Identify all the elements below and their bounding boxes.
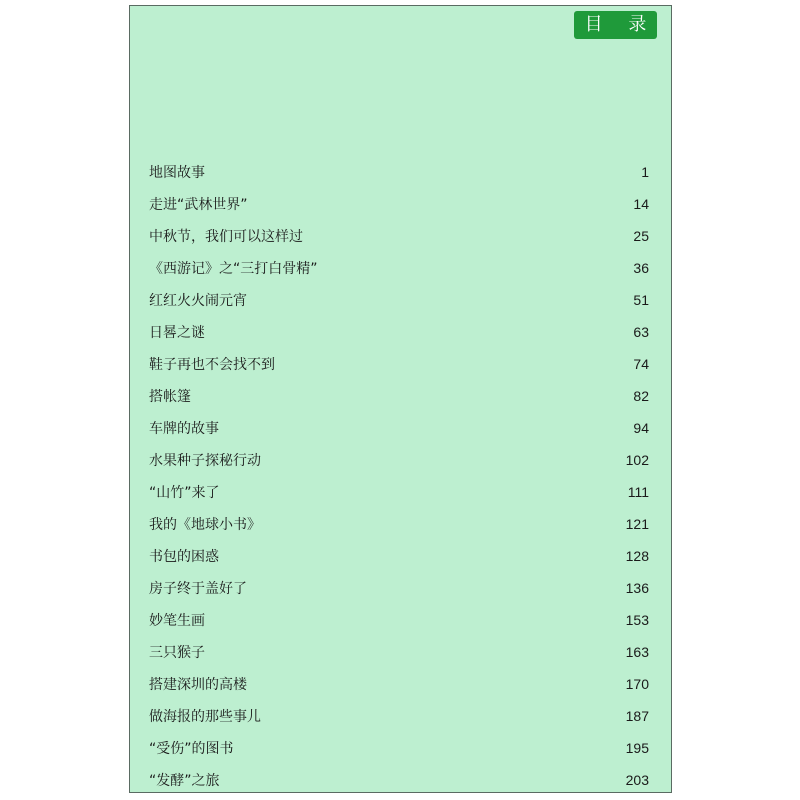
toc-entry[interactable] (149, 220, 649, 252)
toc-entry-page: 82 (633, 388, 649, 404)
toc-entry-page: 63 (633, 324, 649, 340)
toc-entry-title: 《西游记》之“三打白骨精” (149, 261, 318, 277)
toc-entry-page: 36 (633, 260, 649, 276)
toc-entry-page: 51 (633, 292, 649, 308)
toc-entry-title: “山竹”来了 (149, 485, 220, 501)
toc-entry-page: 14 (633, 196, 649, 212)
toc-entry-title: 车牌的故事 (149, 421, 219, 437)
toc-entry[interactable] (149, 348, 649, 380)
toc-entry[interactable] (149, 508, 649, 540)
toc-entry[interactable] (149, 380, 649, 412)
toc-entry-title: 中秋节，我们可以这样过 (149, 229, 303, 245)
toc-entry-page: 170 (625, 676, 649, 692)
toc-entry-page: 94 (633, 420, 649, 436)
toc-entry[interactable] (149, 156, 649, 188)
toc-entry-title: “发酵”之旅 (149, 773, 220, 789)
toc-entry[interactable] (149, 412, 649, 444)
toc-entry-title: 红红火火闹元宵 (149, 293, 247, 309)
toc-entry-title: 搭建深圳的高楼 (149, 677, 247, 693)
toc-entry-page: 136 (625, 580, 649, 596)
toc-entry-page: 1 (641, 164, 649, 180)
toc-entry[interactable] (149, 284, 649, 316)
toc-entry-title: 水果种子探秘行动 (149, 453, 261, 469)
contents-heading: 目 录 (574, 11, 657, 39)
toc-entry-page: 111 (627, 484, 649, 500)
toc-entry[interactable] (149, 540, 649, 572)
toc-entry[interactable] (149, 476, 649, 508)
toc-entry-page: 74 (633, 356, 649, 372)
toc-entry[interactable] (149, 732, 649, 764)
toc-entry-page: 102 (625, 452, 649, 468)
toc-entry[interactable] (149, 188, 649, 220)
toc-entry-page: 203 (625, 772, 649, 788)
toc-entry[interactable] (149, 700, 649, 732)
toc-entry-page: 163 (625, 644, 649, 660)
toc-entry-page: 25 (633, 228, 649, 244)
toc-entry[interactable] (149, 316, 649, 348)
toc-entry-page: 153 (625, 612, 649, 628)
toc-entry-title: 地图故事 (149, 165, 205, 181)
toc-page (129, 5, 672, 793)
toc-entry-page: 121 (625, 516, 649, 532)
toc-entry-title: 书包的困惑 (149, 549, 219, 565)
toc-entry-title: 三只猴子 (149, 645, 205, 661)
toc-entry-title: 做海报的那些事儿 (149, 709, 261, 725)
toc-entry-title: “受伤”的图书 (149, 741, 234, 757)
toc-entry[interactable] (149, 668, 649, 700)
toc-entry[interactable] (149, 444, 649, 476)
toc-entry-title: 房子终于盖好了 (149, 581, 247, 597)
toc-entry-title: 鞋子再也不会找不到 (149, 357, 275, 373)
toc-entry-title: 我的《地球小书》 (149, 517, 261, 533)
toc-entry-title: 走进“武林世界” (149, 197, 248, 213)
toc-entry-page: 128 (625, 548, 649, 564)
toc-entry[interactable] (149, 636, 649, 668)
toc-entry-title: 妙笔生画 (149, 613, 205, 629)
toc-entry-title: 搭帐篷 (149, 389, 191, 405)
toc-entry[interactable] (149, 252, 649, 284)
toc-entry-page: 195 (625, 740, 649, 756)
toc-entry[interactable] (149, 764, 649, 796)
toc-entry-title: 日晷之谜 (149, 325, 205, 341)
toc-entry[interactable] (149, 604, 649, 636)
toc-list (149, 156, 649, 796)
toc-entry[interactable] (149, 572, 649, 604)
toc-entry-page: 187 (625, 708, 649, 724)
